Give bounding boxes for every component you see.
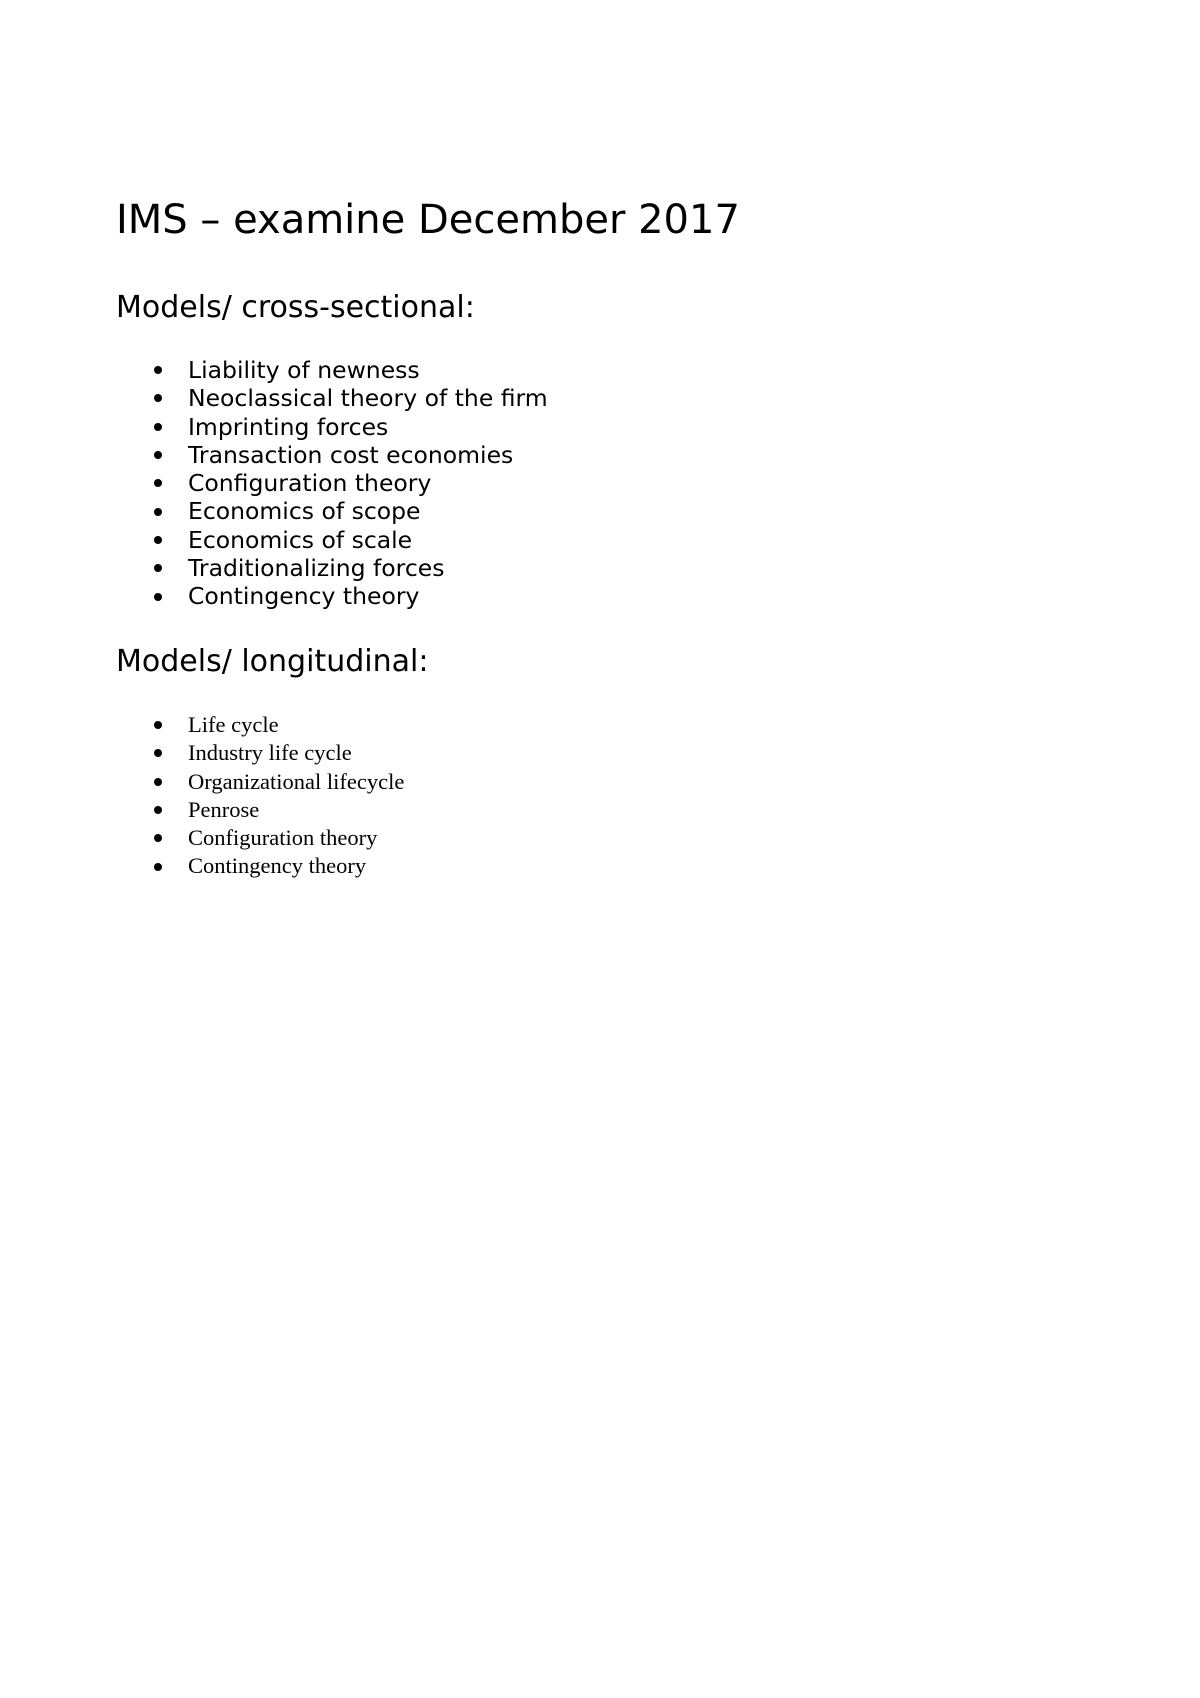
bullet-icon xyxy=(154,366,162,374)
bullet-icon xyxy=(154,834,162,842)
bullet-icon xyxy=(154,479,162,487)
bullet-icon xyxy=(154,394,162,402)
bullet-icon xyxy=(154,806,162,814)
bullet-icon xyxy=(154,451,162,459)
bullet-icon xyxy=(154,536,162,544)
list-item xyxy=(150,441,548,469)
list-item-text: Industry life cycle xyxy=(188,740,352,766)
list-item-text: Neoclassical theory of the firm xyxy=(188,384,548,413)
section-heading-longitudinal: Models/ longitudinal: xyxy=(116,644,429,679)
list-item-text: Configuration theory xyxy=(188,825,378,851)
bullet-icon xyxy=(154,593,162,601)
list-item xyxy=(150,469,548,497)
list-item xyxy=(150,824,404,852)
list-item-text: Traditionalizing forces xyxy=(188,554,445,583)
list-item-text: Liability of newness xyxy=(188,356,420,384)
list-item xyxy=(150,554,548,582)
list-item xyxy=(150,356,548,384)
cross-sectional-list xyxy=(150,356,548,611)
list-item-text: Organizational lifecycle xyxy=(188,768,405,794)
list-item xyxy=(150,413,548,441)
list-item-text: Life cycle xyxy=(188,712,279,737)
bullet-icon xyxy=(154,863,162,871)
list-item xyxy=(150,852,404,880)
bullet-icon xyxy=(154,508,162,516)
bullet-icon xyxy=(154,749,162,757)
list-item-text: Economics of scale xyxy=(188,525,413,554)
list-item xyxy=(150,711,404,739)
bullet-icon xyxy=(154,423,162,431)
list-item-text: Contingency theory xyxy=(188,582,420,611)
list-item-text: Transaction cost economies xyxy=(188,440,514,469)
document-title: IMS – examine December 2017 xyxy=(116,197,740,243)
list-item xyxy=(150,582,548,610)
bullet-icon xyxy=(154,564,162,572)
list-item-text: Configuration theory xyxy=(188,469,432,498)
longitudinal-list xyxy=(150,711,404,881)
list-item xyxy=(150,739,404,767)
list-item-text: Imprinting forces xyxy=(188,412,389,441)
list-item xyxy=(150,384,548,412)
list-item xyxy=(150,497,548,525)
list-item xyxy=(150,526,548,554)
list-item-text: Contingency theory xyxy=(188,853,367,879)
list-item xyxy=(150,796,404,824)
list-item xyxy=(150,768,404,796)
bullet-icon xyxy=(154,721,162,729)
bullet-icon xyxy=(154,778,162,786)
section-heading-cross-sectional: Models/ cross-sectional: xyxy=(116,290,475,325)
list-item-text: Economics of scope xyxy=(188,497,421,526)
list-item-text: Penrose xyxy=(188,796,260,822)
